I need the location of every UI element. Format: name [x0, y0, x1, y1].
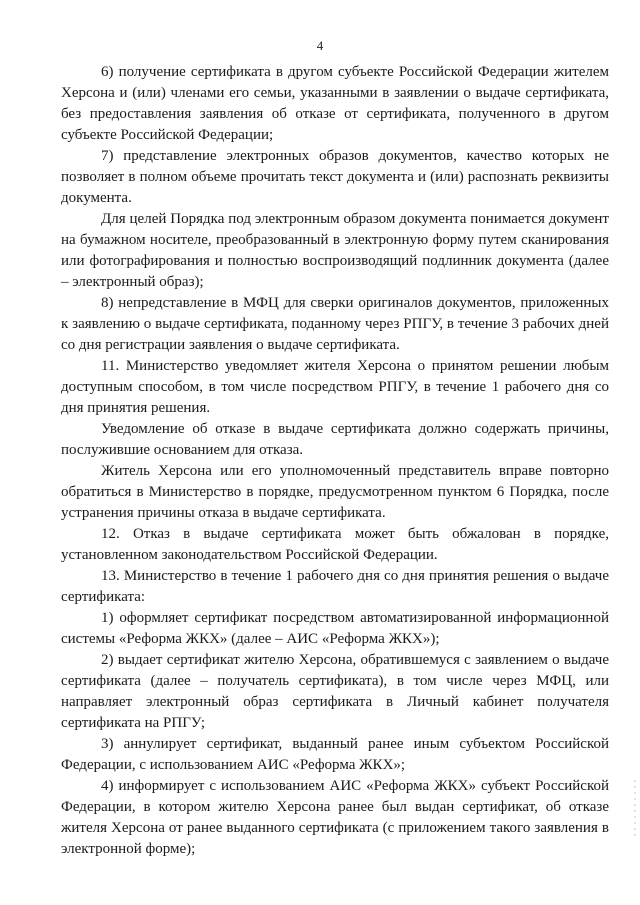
paragraph-refusal-notice: Уведомление об отказе в выдаче сертификата должно содержать причины, послужившие основанием для отказа.	[61, 421, 609, 458]
paragraph-item-8: 8) непредставление в МФЦ для сверки оригиналов документов, приложенных к заявлению о выдаче сертификата, поданному через РПГУ, в течение 3 рабочих дней со дня регистрации заявления о выдаче сертификата.	[61, 295, 609, 353]
paragraph-clause-13-item-3: 3) аннулирует сертификат, выданный ранее иным субъектом Российской Федерации, с использованием АИС «Реформа ЖКХ»;	[61, 736, 609, 773]
paragraph-item-6: 6) получение сертификата в другом субъекте Российской Федерации жителем Херсона и (или) членами его семьи, указанными в заявлении о выдаче сертификата, без предоставления заявления об отказе от сертификата, полученного в другом субъекте Российской Федерации;	[61, 64, 609, 143]
paragraph-clause-13-item-4: 4) информирует с использованием АИС «Реформа ЖКХ» субъект Российской Федерации, в котором жителю Херсона ранее был выдан сертификат, об отказе жителя Херсона от ранее выданного сертификата (с приложением такого заявления в электронной форме);	[61, 778, 609, 857]
document-body	[61, 62, 609, 860]
paragraph-clause-13: 13. Министерство в течение 1 рабочего дня со дня принятия решения о выдаче сертификата:	[61, 568, 609, 605]
paragraph-item-7: 7) представление электронных образов документов, качество которых не позволяет в полном объеме прочитать текст документа и (или) распознать реквизиты документа.	[61, 148, 609, 206]
page-number: 4	[316, 38, 324, 53]
paragraph-clause-13-item-2: 2) выдает сертификат жителю Херсона, обратившемуся с заявлением о выдаче сертификата (далее – получатель сертификата), в том числе через МФЦ, или направляет электронный образ сертификата в Личный кабинет получателя сертификата на РПГУ;	[61, 652, 609, 731]
paragraph-clause-11: 11. Министерство уведомляет жителя Херсона о принятом решении любым доступным способом, в том числе посредством РПГУ, в течение 1 рабочего дня со дня принятия решения.	[61, 358, 609, 416]
paragraph-clause-13-item-1: 1) оформляет сертификат посредством автоматизированной информационной системы «Реформа ЖКХ» (далее – АИС «Реформа ЖКХ»);	[61, 610, 609, 647]
paragraph-repeat-application: Житель Херсона или его уполномоченный представитель вправе повторно обратиться в Министерство в порядке, предусмотренном пунктом 6 Порядка, после устранения причины отказа в выдаче сертификата.	[61, 463, 609, 521]
paragraph-clause-12: 12. Отказ в выдаче сертификата может быть обжалован в порядке, установленном законодательством Российской Федерации.	[61, 526, 609, 563]
paragraph-electronic-image-definition: Для целей Порядка под электронным образом документа понимается документ на бумажном носителе, преобразованный в электронную форму путем сканирования или фотографирования и полностью воспроизводящий подлинник документа (далее – электронный образ);	[61, 211, 609, 290]
scan-edge-mark	[634, 780, 636, 840]
